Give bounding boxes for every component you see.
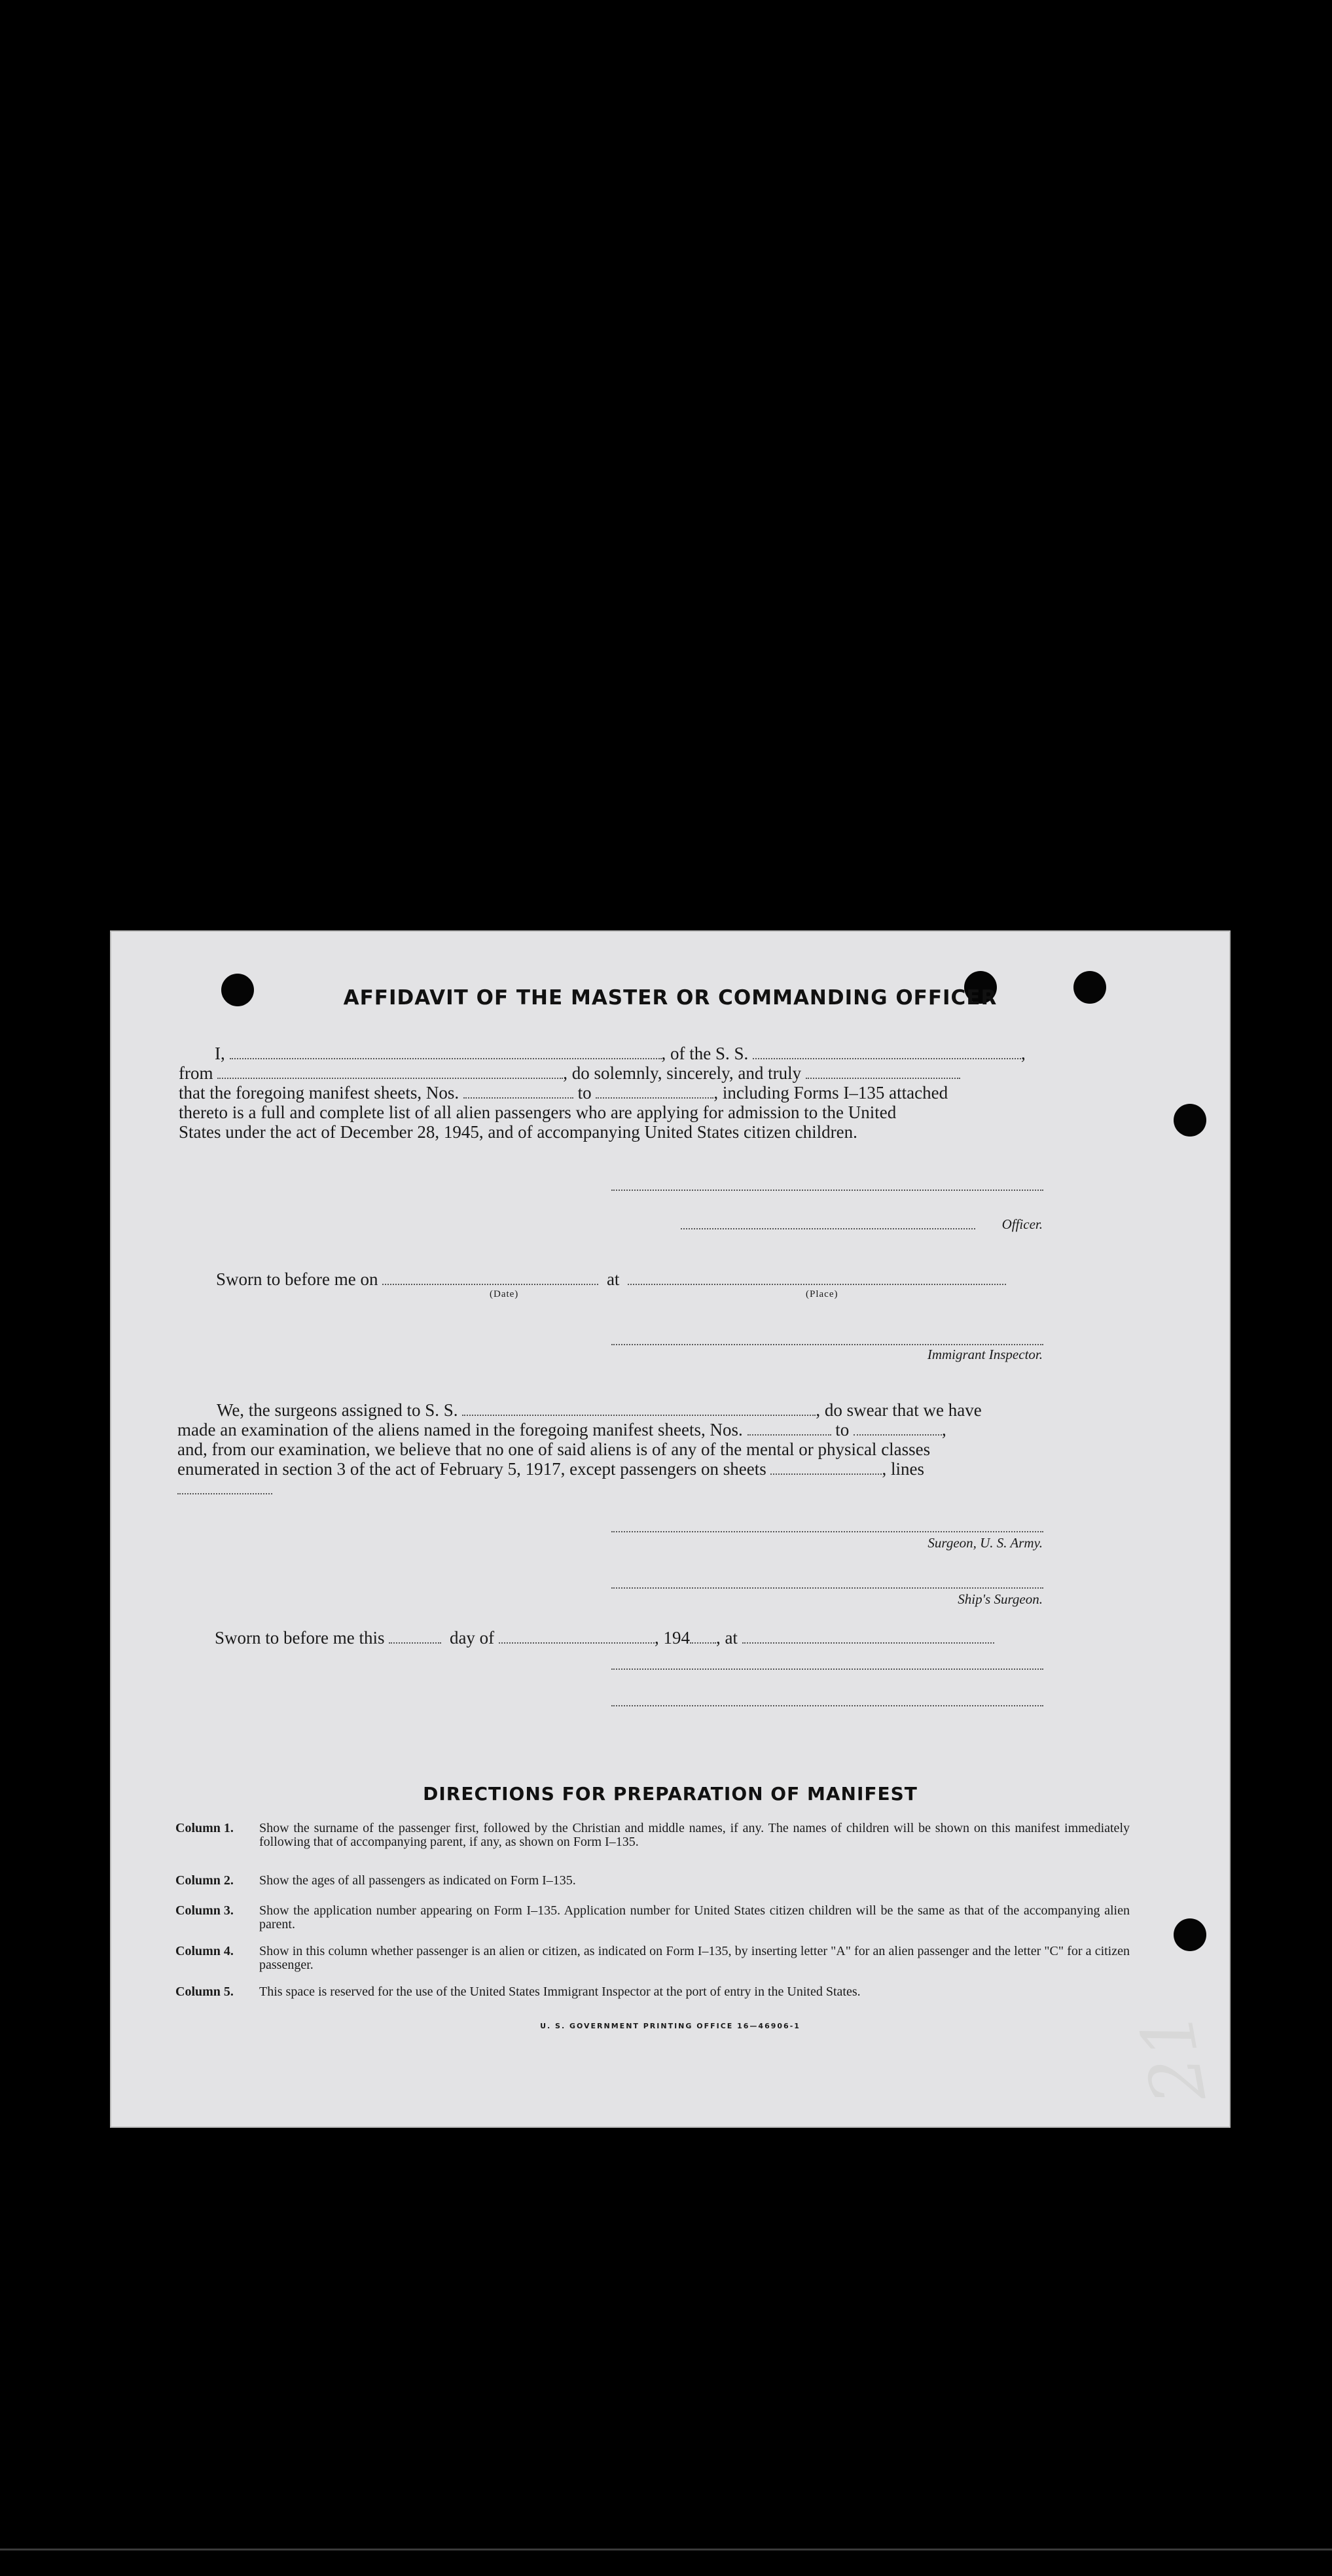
affidavit-paragraph [179, 1044, 1049, 1142]
sworn2-month-field[interactable] [499, 1631, 655, 1644]
sworn2-signature-line-2[interactable] [611, 1705, 1043, 1706]
direction-item [175, 1985, 1157, 2014]
sworn-date-field[interactable] [382, 1272, 598, 1285]
surgeons-lines-label: , lines [882, 1459, 924, 1479]
direction-item [175, 1874, 1157, 1890]
sworn-line-2 [215, 1628, 1053, 1648]
manifest-form-page [110, 930, 1231, 2128]
sworn2-place-field[interactable] [742, 1631, 994, 1644]
surgeon-sheets-from-field[interactable] [747, 1422, 831, 1436]
surgeons-line-4: enumerated in section 3 of the act of February 5, 1917, except passengers on sheets [177, 1459, 766, 1479]
affidavit-to-label: to [577, 1083, 592, 1103]
surgeons-to-label: to [835, 1420, 850, 1439]
affidavit-forms-text: , including Forms I–135 attached [713, 1083, 948, 1103]
ship-name-field[interactable] [753, 1046, 1021, 1059]
direction-text: Show the surname of the passenger first, followed by the Christian and middle names, if any. The names of children will be shown on this manifest immediately following that of accompanying parent, if any, as shown on Form I–135. [259, 1821, 1130, 1849]
sworn2-day-field[interactable] [389, 1631, 441, 1644]
scan-edge-line [0, 2549, 1332, 2550]
army-surgeon-signature-line[interactable] [611, 1531, 1043, 1532]
sworn-text: Sworn to before me on [216, 1269, 378, 1289]
direction-item [175, 1822, 1157, 1863]
surgeons-paragraph [177, 1400, 1054, 1498]
sheets-to-field[interactable] [596, 1085, 713, 1099]
affidavit-sheets-text: that the foregoing manifest sheets, Nos. [179, 1083, 459, 1103]
sworn2-year-field[interactable] [690, 1631, 716, 1644]
sworn2-year-prefix: , 194 [654, 1628, 690, 1648]
direction-label: Column 1. [175, 1821, 234, 1835]
sworn2-at: , at [715, 1628, 738, 1648]
direction-text: Show in this column whether passenger is an alien or citizen, as indicated on Form I–135, by inserting letter "A" for an alien passenger and the letter "C" for a citizen passenger. [259, 1944, 1130, 1972]
direction-item [175, 1904, 1157, 1933]
surgeon-sheets-to-field[interactable] [854, 1422, 942, 1436]
affidavit-line-5: States under the act of December 28, 1945, and of accompanying United States citizen children. [179, 1122, 857, 1142]
affidavit-i: I, [215, 1044, 225, 1063]
direction-text: This space is reserved for the use of the United States Immigrant Inspector at the port of entry in the United States. [259, 1985, 861, 1999]
master-name-field[interactable] [230, 1046, 662, 1059]
printing-office-footer: U. S. GOVERNMENT PRINTING OFFICE 16—46906-1 [540, 2022, 801, 2030]
except-lines-field[interactable] [177, 1481, 272, 1494]
comma: , [942, 1420, 946, 1439]
affidavit-title: AFFIDAVIT OF THE MASTER OR COMMANDING OFFICER [343, 986, 998, 1010]
from-port-field[interactable] [217, 1066, 563, 1079]
sworn-line-1 [216, 1269, 1047, 1289]
ships-surgeon-label: Ship's Surgeon. [958, 1591, 1043, 1607]
sworn2-day-of: day of [449, 1628, 495, 1648]
sworn2-text: Sworn to before me this [215, 1628, 385, 1648]
surgeons-intro: We, the surgeons assigned to S. S. [217, 1400, 458, 1420]
surgeons-exam-text: made an examination of the aliens named in the foregoing manifest sheets, Nos. [177, 1420, 743, 1439]
direction-text: Show the ages of all passengers as indicated on Form I–135. [259, 1873, 576, 1888]
directions-title: DIRECTIONS FOR PREPARATION OF MANIFEST [423, 1783, 918, 1805]
master-signature-line[interactable] [611, 1190, 1043, 1191]
punch-hole [1174, 1918, 1206, 1951]
date-caption: (Date) [490, 1289, 519, 1299]
inspector-signature-line[interactable] [611, 1344, 1043, 1345]
surgeons-line-3: and, from our examination, we believe that no one of said aliens is of any of the mental or physical classes [177, 1439, 931, 1459]
truly-field[interactable] [806, 1066, 960, 1079]
surgeon-ship-field[interactable] [462, 1403, 816, 1416]
direction-label: Column 4. [175, 1944, 234, 1958]
sworn-at-label: at [606, 1269, 620, 1289]
army-surgeon-label: Surgeon, U. S. Army. [927, 1535, 1043, 1551]
direction-label: Column 2. [175, 1873, 234, 1888]
direction-label: Column 5. [175, 1985, 234, 1999]
sworn2-signature-line-1[interactable] [611, 1668, 1043, 1670]
sworn-place-field[interactable] [628, 1272, 1006, 1285]
affidavit-ss-label: , of the S. S. [661, 1044, 749, 1063]
punch-hole [1174, 1104, 1206, 1137]
affidavit-swear-text: , do solemnly, sincerely, and truly [563, 1063, 802, 1083]
place-caption: (Place) [806, 1289, 838, 1299]
inspector-label: Immigrant Inspector. [927, 1347, 1043, 1362]
affidavit-line-4: thereto is a full and complete list of all alien passengers who are applying for admission to the United [179, 1103, 897, 1122]
comma: , [1021, 1044, 1026, 1063]
direction-label: Column 3. [175, 1903, 234, 1918]
affidavit-from-label: from [179, 1063, 213, 1083]
direction-item [175, 1945, 1157, 1973]
ships-surgeon-signature-line[interactable] [611, 1587, 1043, 1589]
officer-label: Officer. [1001, 1216, 1043, 1232]
handwritten-sheet-number: 21 [1123, 2004, 1223, 2110]
surgeons-swear: , do swear that we have [816, 1400, 982, 1420]
direction-text: Show the application number appearing on Form I–135. Application number for United States citizen children will be the same as that of the accompanying alien parent. [259, 1903, 1130, 1932]
except-sheets-field[interactable] [770, 1462, 882, 1475]
sheets-from-field[interactable] [463, 1085, 573, 1099]
